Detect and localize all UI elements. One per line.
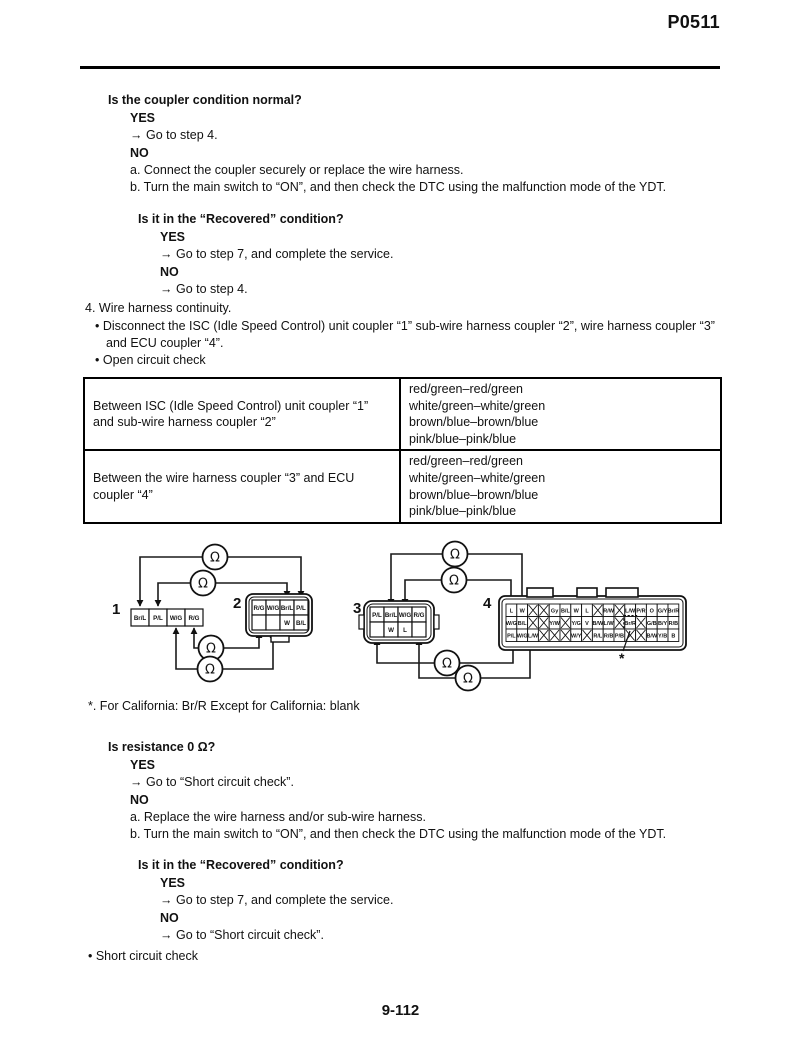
couplers	[112, 588, 686, 650]
question-title: Is the coupler condition normal?	[108, 93, 302, 107]
svg-text:L: L	[403, 626, 407, 634]
svg-text:G/B: G/B	[646, 620, 657, 627]
svg-text:Y/B: Y/B	[658, 633, 668, 640]
ohmmeter	[203, 545, 228, 570]
ohmmeter	[198, 657, 223, 682]
yes-action: → Go to step 7, and complete the service.	[160, 893, 394, 908]
svg-text:Y/G: Y/G	[571, 620, 581, 627]
svg-text:W: W	[573, 608, 579, 615]
table-cell-label: Between ISC (Idle Speed Control) unit coupler “1” and sub-wire harness coupler “2”	[84, 378, 400, 450]
svg-text:R/L: R/L	[593, 633, 603, 640]
svg-text:R/G: R/G	[253, 604, 265, 612]
svg-text:W/Y: W/Y	[571, 633, 582, 640]
svg-text:O: O	[649, 608, 654, 615]
yes-label: YES	[130, 757, 156, 772]
svg-text:P/L: P/L	[153, 614, 163, 622]
svg-text:B/Y: B/Y	[658, 620, 668, 627]
wire-color-line: pink/blue–pink/blue	[409, 431, 517, 446]
coupler-number-3: 3	[353, 600, 362, 617]
svg-text:L: L	[585, 608, 589, 615]
continuity-table	[83, 377, 722, 524]
question-body	[160, 229, 728, 299]
table-row	[84, 450, 721, 522]
svg-text:R/W: R/W	[603, 608, 614, 615]
svg-text:Ω: Ω	[449, 573, 459, 589]
no-step-b: b. Turn the main switch to “ON”, and then check the DTC using the malfunction mode of the YDT.	[130, 826, 667, 841]
yes-label: YES	[130, 110, 156, 125]
table-cell-values	[400, 450, 721, 522]
yes-action: → Go to “Short circuit check”.	[130, 775, 294, 790]
asterisk-marker: *	[619, 650, 625, 666]
svg-text:W/G: W/G	[266, 604, 280, 612]
yes-action: → Go to step 4.	[130, 128, 218, 143]
question-block-recovered-1	[138, 211, 728, 299]
svg-text:Br/R: Br/R	[667, 608, 680, 615]
svg-text:Ω: Ω	[210, 550, 220, 566]
no-label: NO	[130, 792, 149, 807]
coupler-number-1: 1	[112, 601, 121, 618]
question-body	[130, 110, 728, 196]
svg-text:P/L: P/L	[372, 611, 382, 619]
ohmmeter	[435, 651, 460, 676]
yes-action: → Go to step 7, and complete the service.	[160, 247, 394, 262]
svg-text:G/Y: G/Y	[657, 608, 668, 615]
page-number: 9-112	[381, 1002, 420, 1019]
ohmmeter	[191, 571, 216, 596]
yes-label: YES	[160, 229, 186, 244]
step4-title: 4. Wire harness continuity.	[85, 301, 232, 315]
wire-color-line: white/green–white/green	[409, 470, 546, 485]
question-body	[130, 757, 728, 843]
california-footnote: *. For California: Br/R Except for California: blank	[88, 699, 360, 713]
coupler-4	[483, 588, 686, 650]
no-label: NO	[160, 264, 179, 279]
ohmmeter	[456, 666, 481, 691]
yes-label: YES	[160, 875, 186, 890]
coupler-number-2: 2	[233, 595, 242, 612]
svg-text:Ω: Ω	[463, 671, 473, 687]
svg-text:Br/R: Br/R	[624, 620, 637, 627]
no-action: → Go to “Short circuit check”.	[160, 928, 324, 943]
table-cell-values	[400, 378, 721, 450]
wire-color-line: brown/blue–brown/blue	[409, 415, 539, 430]
question-title: Is resistance 0 Ω?	[108, 740, 216, 754]
coupler-2	[233, 594, 312, 642]
wire-color-line: brown/blue–brown/blue	[409, 487, 539, 502]
svg-text:W/G: W/G	[505, 620, 517, 627]
svg-text:L/W: L/W	[625, 608, 636, 615]
no-step-b: b. Turn the main switch to “ON”, and then check the DTC using the malfunction mode of the YDT.	[130, 179, 667, 194]
question-block-recovered-2	[138, 857, 728, 945]
svg-text:W/G: W/G	[169, 614, 183, 622]
header-rule	[80, 66, 720, 69]
no-label: NO	[130, 145, 149, 160]
svg-text:Br/L: Br/L	[384, 611, 398, 619]
wire-color-line: red/green–red/green	[409, 382, 523, 396]
svg-text:R/B: R/B	[668, 620, 679, 627]
svg-text:Ω: Ω	[198, 576, 208, 592]
svg-text:R/B: R/B	[603, 633, 614, 640]
svg-text:Ω: Ω	[442, 656, 452, 672]
svg-text:B/W: B/W	[646, 633, 658, 640]
table-cell-label: Between the wire harness coupler “3” and ECU coupler “4”	[84, 450, 400, 522]
svg-text:Br/L: Br/L	[280, 604, 294, 612]
svg-text:B/W: B/W	[592, 620, 604, 627]
svg-text:Y/W: Y/W	[549, 620, 560, 627]
wire-color-line: white/green–white/green	[409, 398, 546, 413]
question-block-resistance	[108, 739, 728, 842]
svg-text:B/L: B/L	[296, 619, 306, 627]
svg-text:L: L	[509, 608, 514, 615]
svg-text:R/G: R/G	[413, 611, 425, 619]
svg-text:Ω: Ω	[206, 641, 216, 657]
svg-text:B/L: B/L	[517, 620, 527, 627]
svg-text:B/L: B/L	[560, 608, 570, 615]
question-title: Is it in the “Recovered” condition?	[138, 858, 344, 872]
svg-text:P/L: P/L	[296, 604, 306, 612]
question-block-coupler-condition	[108, 92, 728, 195]
svg-text:P/L: P/L	[507, 633, 516, 640]
svg-text:L/W: L/W	[527, 633, 539, 640]
svg-text:W/G: W/G	[398, 611, 412, 619]
svg-text:W/G: W/G	[516, 633, 528, 640]
svg-text:P/R: P/R	[636, 608, 646, 615]
no-action: → Go to step 4.	[160, 282, 248, 297]
no-step-a: a. Connect the coupler securely or replace the wire harness.	[130, 163, 464, 178]
svg-text:V: V	[585, 620, 589, 627]
wire-color-line: pink/blue–pink/blue	[409, 504, 517, 519]
no-label: NO	[160, 910, 179, 925]
short-circuit-check-bullet: • Short circuit check	[88, 949, 198, 963]
step4-bullet-open-circuit: • Open circuit check	[95, 352, 206, 367]
table-row	[84, 378, 721, 450]
svg-text:Ω: Ω	[450, 547, 460, 563]
svg-text:L/W: L/W	[603, 620, 614, 627]
svg-text:B: B	[671, 633, 676, 640]
svg-text:W: W	[519, 608, 525, 615]
svg-text:W: W	[284, 619, 290, 627]
step4-section	[85, 300, 730, 369]
svg-text:Br/L: Br/L	[133, 614, 147, 622]
open-circuit-check-diagram	[0, 535, 801, 715]
svg-text:Ω: Ω	[205, 662, 215, 678]
wire-color-line: red/green–red/green	[409, 454, 523, 469]
step4-bullet-disconnect: • Disconnect the ISC (Idle Speed Control) unit coupler “1” sub-wire harness coupler “2”, wire harness coupler “3” and ECU coupler “4”.	[95, 318, 715, 350]
coupler-number-4: 4	[483, 595, 492, 612]
page-title: P0511	[667, 12, 720, 32]
svg-text:W: W	[388, 626, 394, 634]
svg-text:R/G: R/G	[188, 614, 200, 622]
svg-text:Gy: Gy	[550, 608, 559, 615]
svg-text:P/B: P/B	[614, 633, 624, 640]
question-body	[160, 875, 728, 945]
question-title: Is it in the “Recovered” condition?	[138, 212, 344, 226]
ohmmeter	[442, 568, 467, 593]
ohmmeter	[443, 542, 468, 567]
no-step-a: a. Replace the wire harness and/or sub-wire harness.	[130, 810, 426, 825]
coupler-3	[353, 600, 439, 643]
